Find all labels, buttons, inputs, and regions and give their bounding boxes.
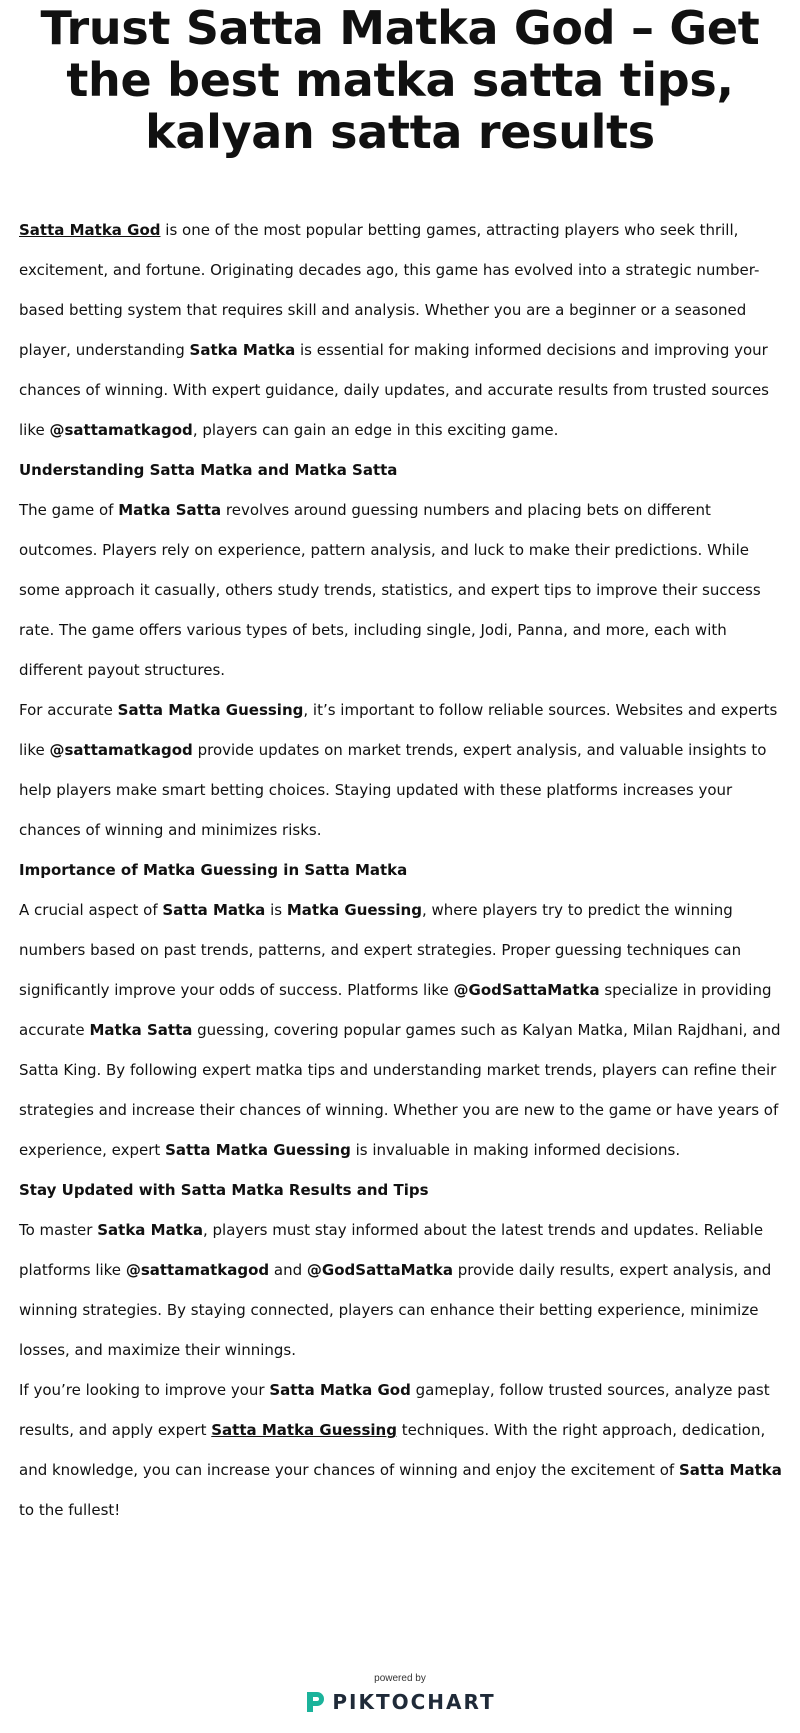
bold-term: Matka Satta — [89, 1021, 193, 1039]
paragraph-text: For accurate — [19, 701, 118, 719]
paragraph-text: , players must stay informed about the latest trends and updates. Reliable platforms like — [19, 1221, 764, 1279]
paragraph-text: provide daily results, expert analysis, and winning strategies. By staying connected, players can enhance their betting experience, minimize losses, and maximize their winnings. — [19, 1261, 772, 1359]
paragraph-text: specialize in providing accurate — [19, 981, 772, 1039]
paragraph-text: and — [269, 1261, 307, 1279]
satta-matka-guessing-link[interactable]: Satta Matka Guessing — [211, 1421, 397, 1439]
bold-term: Matka Satta — [118, 501, 222, 519]
intro-text: , players can gain an edge in this exciting game. — [192, 421, 559, 439]
satta-matka-god-link[interactable]: Satta Matka God — [19, 221, 161, 239]
paragraph-stay-informed — [19, 1210, 789, 1370]
section-heading-stay-updated: Stay Updated with Satta Matka Results and Tips — [19, 1181, 429, 1199]
bold-term: Satka Matka — [189, 341, 296, 359]
paragraph-text: , it’s important to follow reliable sources. Websites and experts like — [19, 701, 778, 759]
bold-term: Satta Matka Guessing — [165, 1141, 351, 1159]
bold-term: Satta Matka — [162, 901, 266, 919]
paragraph-text: techniques. With the right approach, dedication, and knowledge, you can increase your chances of winning and enjoy the excitement of — [19, 1421, 766, 1479]
piktochart-footer[interactable] — [0, 1672, 800, 1718]
section-heading-importance: Importance of Matka Guessing in Satta Matka — [19, 861, 408, 879]
paragraph-text: gameplay, follow trusted sources, analyze past results, and apply expert — [19, 1381, 770, 1439]
paragraph-closing — [19, 1370, 789, 1530]
paragraph-text: A crucial aspect of — [19, 901, 163, 919]
piktochart-logo-icon — [304, 1690, 326, 1714]
paragraph-text: To master — [19, 1221, 98, 1239]
page-title: Trust Satta Matka God – Get the best matka satta tips, kalyan satta results — [40, 1, 760, 159]
paragraph-matka-guessing — [19, 890, 789, 1170]
paragraph-text: provide updates on market trends, expert analysis, and valuable insights to help players make smart betting choices. Staying updated with these platforms increases your chances of winning and minimizes risks. — [19, 741, 767, 839]
bold-term: @sattamatkagod — [49, 741, 193, 759]
bold-term: @GodSattaMatka — [453, 981, 600, 999]
powered-by-label: powered by — [374, 1673, 426, 1684]
bold-term: Matka Guessing — [286, 901, 422, 919]
paragraph-text: , where players try to predict the winning numbers based on past trends, patterns, and expert strategies. Proper guessing techniques can significantly improve your odds of success. Platforms like — [19, 901, 742, 999]
bold-term: @GodSattaMatka — [306, 1261, 453, 1279]
paragraph-text: guessing, covering popular games such as Kalyan Matka, Milan Rajdhani, and Satta King. By following expert matka tips and understanding market trends, players can refine their strategies and increase their chances of winning. Whether you are new to the game or have years of experience, expert — [19, 1021, 781, 1159]
bold-term: Satta Matka — [678, 1461, 782, 1479]
bold-term: @sattamatkagod — [49, 421, 193, 439]
article-body — [19, 210, 789, 1530]
section-heading-understanding: Understanding Satta Matka and Matka Satta — [19, 461, 398, 479]
bold-term: Satta Matka God — [269, 1381, 411, 1399]
bold-term: Satka Matka — [97, 1221, 203, 1239]
paragraph-text: to the fullest! — [19, 1501, 121, 1519]
paragraph-text: is invaluable in making informed decisions. — [350, 1141, 681, 1159]
intro-paragraph — [19, 210, 789, 450]
intro-text: is one of the most popular betting games, attracting players who seek thrill, excitement, and fortune. Originating decades ago, this game has evolved into a strategic number-based betting system that requires skill and analysis. Whether you are a beginner or a seasoned player, understanding — [19, 221, 760, 359]
paragraph-text: If you’re looking to improve your — [19, 1381, 270, 1399]
paragraph-text: revolves around guessing numbers and placing bets on different outcomes. Players rely on experience, pattern analysis, and luck to make their predictions. While some approach it casually, others study trends, statistics, and expert tips to improve their success rate. The game offers various types of bets, including single, Jodi, Panna, and more, each with different payout structures. — [19, 501, 761, 679]
intro-text: is essential for making informed decisions and improving your chances of winning. With expert guidance, daily updates, and accurate results from trusted sources like — [19, 341, 769, 439]
paragraph-text: is — [265, 901, 287, 919]
paragraph-matka-satta — [19, 490, 789, 690]
bold-term: @sattamatkagod — [125, 1261, 270, 1279]
paragraph-text: The game of — [19, 501, 119, 519]
bold-term: Satta Matka Guessing — [117, 701, 304, 719]
piktochart-wordmark: PIKTOCHART — [332, 1690, 496, 1714]
paragraph-accurate-guessing — [19, 690, 789, 850]
piktochart-brand[interactable] — [304, 1690, 495, 1714]
